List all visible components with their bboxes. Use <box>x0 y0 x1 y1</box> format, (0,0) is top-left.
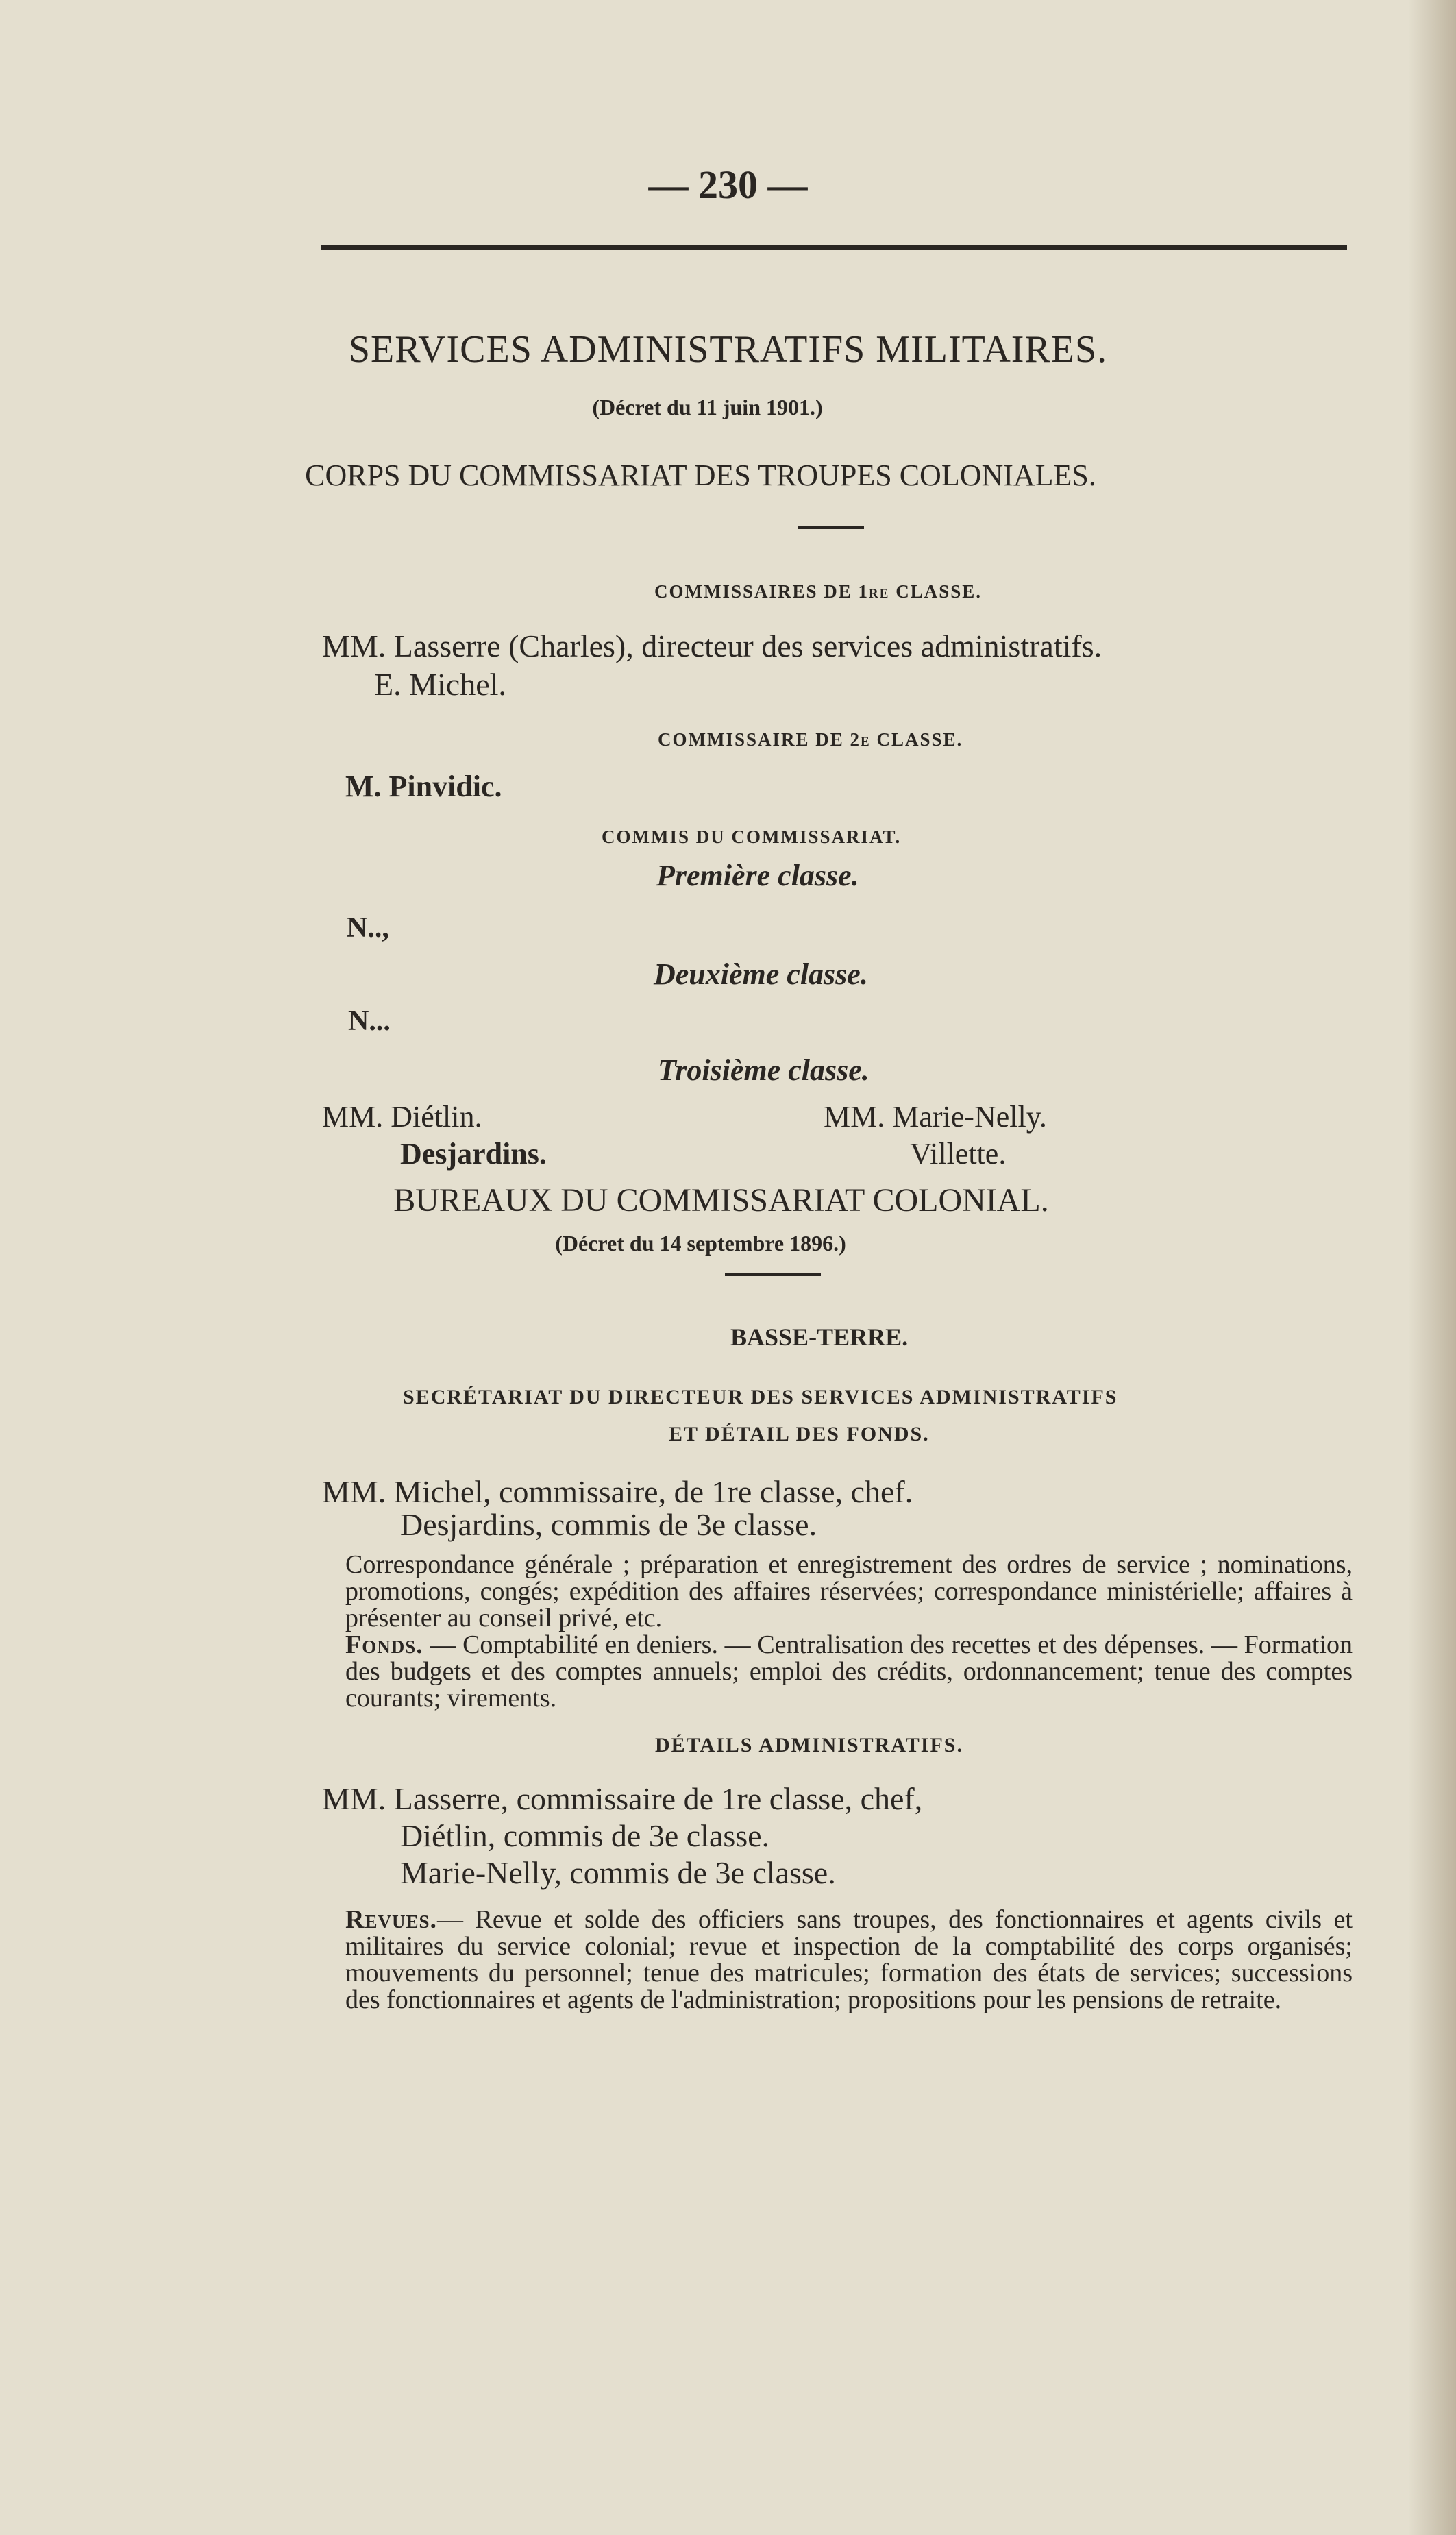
decree-reference: (Décret du 11 juin 1901.) <box>592 395 823 419</box>
short-rule <box>798 526 864 529</box>
secretariat-heading-2: ET DÉTAIL DES FONDS. <box>669 1423 930 1445</box>
secretariat-heading-1: SECRÉTARIAT DU DIRECTEUR DES SERVICES ADMINISTRATIFS <box>403 1386 1118 1408</box>
correspondance-paragraph: Correspondance générale ; préparation et enregistrement des ordres de service ; nominations, promotions, congés; expédition des affaires réservées; correspondance ministérielle; affaires à présenter au conseil privé, etc. <box>345 1550 1353 1632</box>
commissaires-1-line1: MM. Lasserre (Charles), directeur des services administratifs. <box>322 628 1102 663</box>
page-number: — 230 — <box>648 162 808 207</box>
bureaux-title: BUREAUX DU COMMISSARIAT COLONIAL. <box>393 1182 1049 1218</box>
details-staff-1: MM. Lasserre, commissaire de 1re classe, chef, <box>322 1781 923 1816</box>
revues-line <box>345 1907 1353 2013</box>
corps-title: CORPS DU COMMISSARIAT DES TROUPES COLONIALES. <box>305 458 1096 492</box>
short-rule-2 <box>725 1273 821 1276</box>
classe-3-left-1: MM. Diétlin. <box>322 1100 482 1134</box>
secretariat-description <box>345 1552 1353 1712</box>
classe-1-heading: Première classe. <box>656 859 859 892</box>
classe-3-heading: Troisième classe. <box>658 1053 869 1087</box>
classe-3-right-1: MM. Marie-Nelly. <box>824 1100 1047 1134</box>
classe-1-name: N.., <box>347 912 389 944</box>
fonds-label: Fonds. <box>345 1630 423 1659</box>
revues-paragraph <box>345 1907 1353 2013</box>
fonds-text: — Comptabilité en deniers. — Centralisation des recettes et des dépenses. — Formation des budgets et des comptes annuels; emploi des crédits, ordonnancement; tenue des comptes courants; virements. <box>345 1630 1353 1713</box>
details-staff-2: Diétlin, commis de 3e classe. <box>400 1818 770 1853</box>
commissaires-1-heading: COMMISSAIRES DE 1re CLASSE. <box>654 581 982 602</box>
revues-text: — Revue et solde des officiers sans troupes, des fonctionnaires et agents civils et militaires du service colonial; revue et inspection de la comptabilité des corps organisés; mouvements du personnel; tenue des matricules; formation des états de services; successions des fonctionnaires et agents de l'administration; propositions pour les pensions de retraite. <box>345 1905 1353 2014</box>
classe-2-heading: Deuxième classe. <box>654 957 868 991</box>
details-staff-3: Marie-Nelly, commis de 3e classe. <box>400 1855 836 1890</box>
page-edge-shadow <box>1408 0 1456 2535</box>
classe-2-name: N... <box>348 1005 391 1037</box>
decree-reference-2: (Décret du 14 septembre 1896.) <box>555 1231 846 1256</box>
commis-heading: COMMIS DU COMMISSARIAT. <box>602 826 902 847</box>
commissaires-1-line2: E. Michel. <box>374 667 506 702</box>
secretariat-staff-1: MM. Michel, commissaire, de 1re classe, chef. <box>322 1474 913 1509</box>
commissaire-2-name: M. Pinvidic. <box>345 770 502 803</box>
details-heading: DÉTAILS ADMINISTRATIFS. <box>655 1734 963 1756</box>
commissaire-2-heading: COMMISSAIRE DE 2e CLASSE. <box>658 729 963 750</box>
revues-label: Revues. <box>345 1905 437 1934</box>
section-title: SERVICES ADMINISTRATIFS MILITAIRES. <box>348 328 1108 371</box>
secretariat-staff-2: Desjardins, commis de 3e classe. <box>400 1507 817 1542</box>
classe-3-right-2: Villette. <box>910 1137 1007 1171</box>
header-rule <box>321 245 1347 250</box>
classe-3-left-2: Desjardins. <box>400 1137 547 1171</box>
basse-terre-heading: BASSE-TERRE. <box>730 1323 909 1351</box>
fonds-paragraph <box>345 1632 1353 1712</box>
